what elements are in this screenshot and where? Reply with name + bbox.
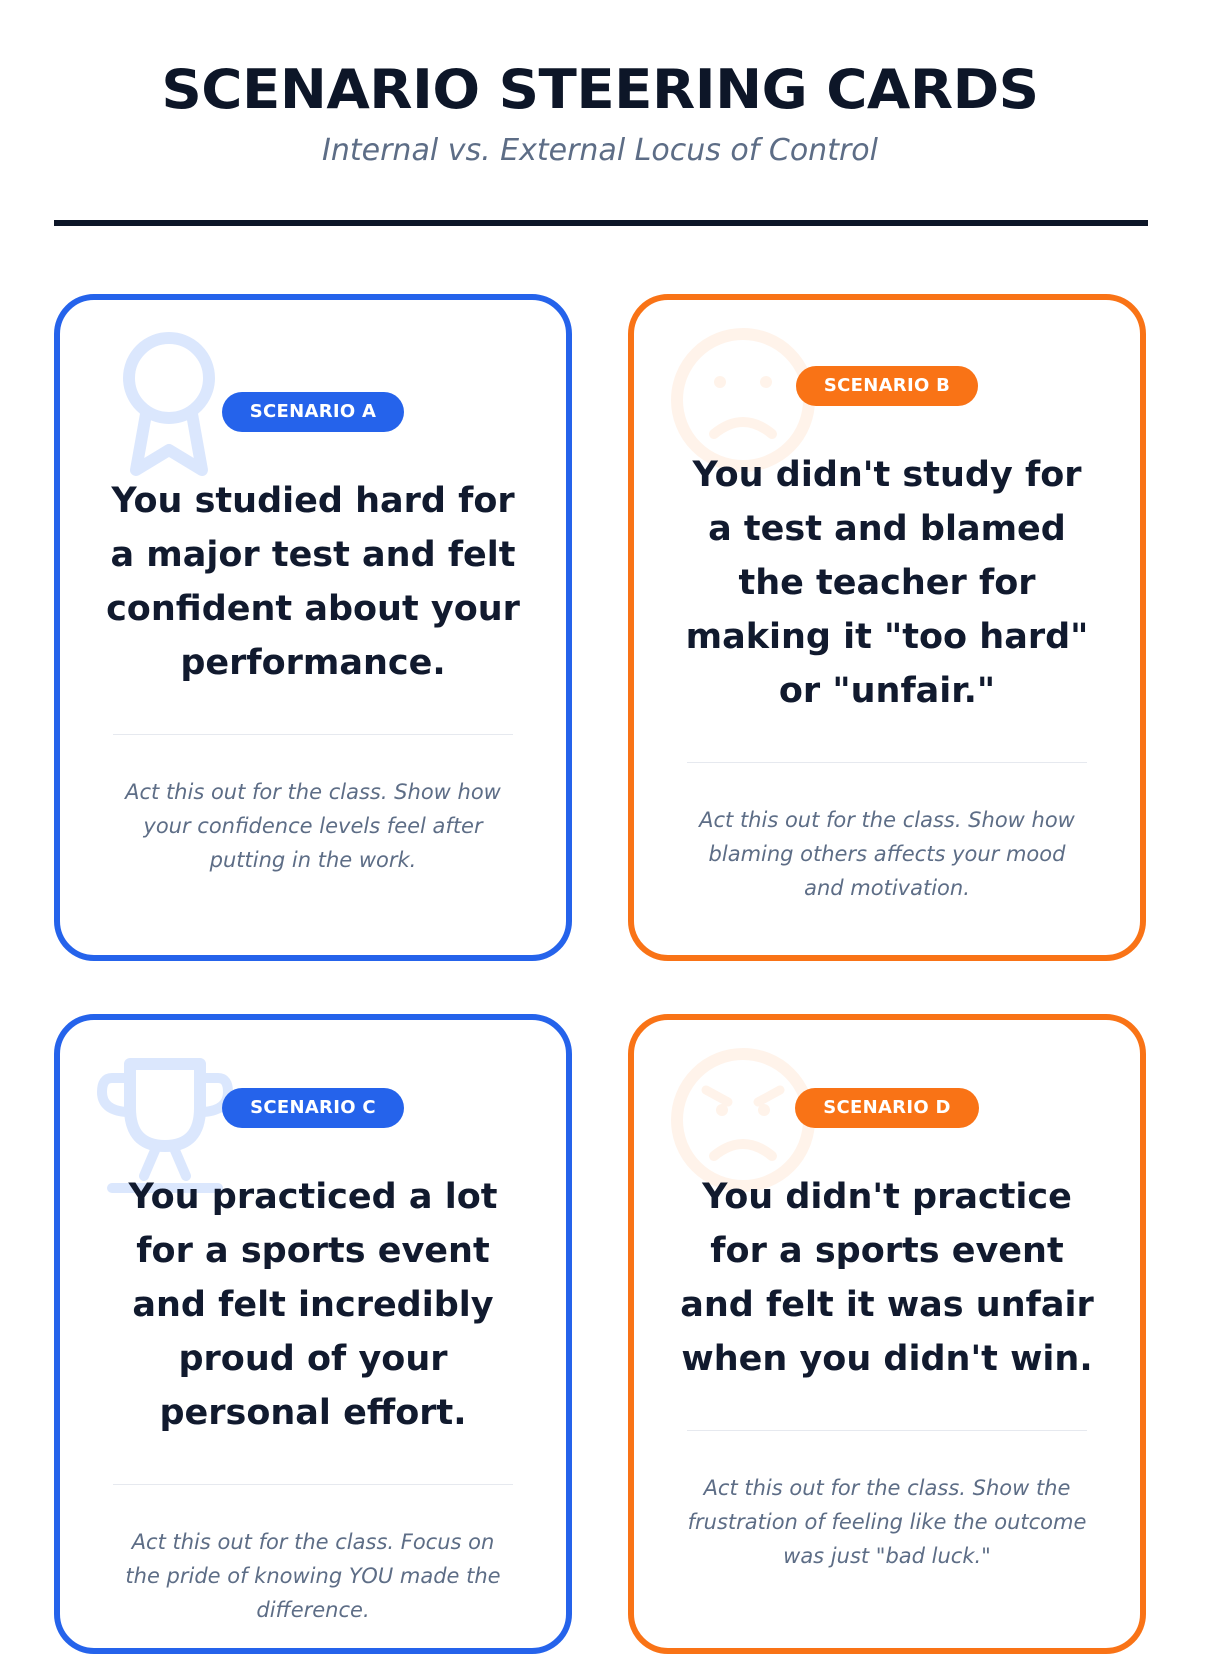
scenario-badge: SCENARIO B	[796, 366, 978, 406]
scenario-badge: SCENARIO C	[222, 1088, 404, 1128]
scenario-text: You practiced a lot for a sports event and felt incredibly proud of your personal effort.	[128, 1177, 498, 1433]
card-content	[60, 392, 566, 877]
scenario-text: You didn't practice for a sports event and felt it was unfair when you didn't win.	[680, 1177, 1094, 1379]
scenario-card-d	[628, 1014, 1146, 1654]
card-content	[634, 1088, 1140, 1573]
scenario-instruction: Act this out for the class. Show how your confidence levels feel after putting in the work.	[125, 780, 501, 872]
card-divider	[687, 1430, 1087, 1431]
scenario-text: You studied hard for a major test and felt confident about your performance.	[106, 481, 520, 683]
card-divider	[687, 762, 1087, 763]
card-content	[60, 1088, 566, 1627]
scenario-badge: SCENARIO A	[222, 392, 405, 432]
scenario-badge: SCENARIO D	[795, 1088, 979, 1128]
page-title: SCENARIO STEERING CARDS	[161, 58, 1039, 121]
scenario-instruction: Act this out for the class. Show how blaming others affects your mood and motivation.	[699, 808, 1075, 900]
scenario-card-c	[54, 1014, 572, 1654]
scenario-card-a	[54, 294, 572, 961]
scenario-text: You didn't study for a test and blamed the teacher for making it "too hard" or "unfair."	[685, 455, 1089, 711]
card-divider	[113, 734, 513, 735]
header-divider	[54, 220, 1148, 226]
card-content	[634, 366, 1140, 905]
scenario-instruction: Act this out for the class. Show the frustration of feeling like the outcome was just "bad luck."	[687, 1476, 1087, 1568]
scenario-instruction: Act this out for the class. Focus on the pride of knowing YOU made the difference.	[125, 1530, 501, 1622]
page-header	[0, 58, 1200, 170]
scenario-card-b	[628, 294, 1146, 961]
card-divider	[113, 1484, 513, 1485]
page-subtitle: Internal vs. External Locus of Control	[322, 133, 878, 168]
